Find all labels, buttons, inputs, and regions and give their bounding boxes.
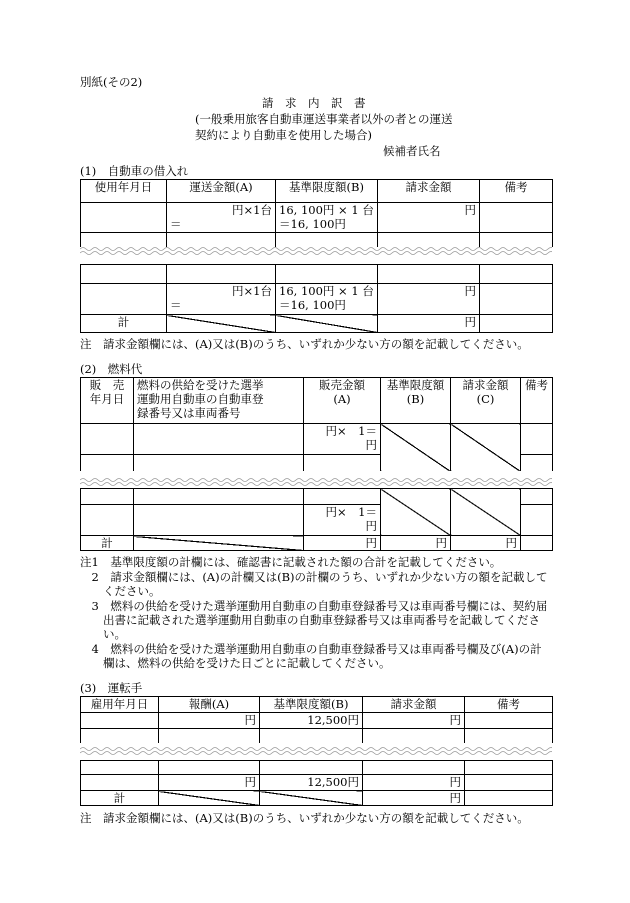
total-remarks[interactable]: [465, 791, 553, 806]
cell-sale-amount[interactable]: 円× 1＝ 円: [304, 505, 381, 536]
col-usage-date: 使用年月日: [81, 180, 167, 203]
total-diagonal: [159, 791, 260, 806]
total-label: 計: [81, 536, 134, 551]
cell-claim-diagonal: [451, 489, 521, 536]
cell-fee[interactable]: 円: [159, 775, 260, 791]
col-claim-amount: 請求金額: [378, 180, 480, 203]
col-fee: 報酬(A): [159, 697, 260, 713]
table-break-wave: [80, 476, 552, 488]
note-line: ください。: [80, 584, 161, 598]
document-subtitle-line1: (一般乗用旅客自動車運送事業者以外の者との運送: [195, 112, 453, 126]
total-remarks[interactable]: [480, 315, 553, 333]
section2-heading: (2) 燃料代: [80, 362, 143, 376]
cell-limit-diagonal: [381, 424, 451, 471]
cell-date[interactable]: [81, 505, 134, 536]
vehicle-rental-table-bottom: [80, 264, 553, 333]
total-limit[interactable]: 円: [381, 536, 451, 551]
total-remarks[interactable]: [521, 536, 553, 551]
cell-sale-amount[interactable]: 円× 1＝ 円: [304, 424, 381, 455]
cell-remarks[interactable]: [465, 713, 553, 729]
col-remarks: 備考: [480, 180, 553, 203]
cell-limit: 12,500円: [260, 713, 363, 729]
total-label: 計: [81, 791, 159, 806]
note-line: 出書に記載された選挙運動用自動車の自動車登録番号又は車両番号を記載してくださ: [80, 613, 540, 627]
cell-remarks[interactable]: [521, 424, 553, 455]
driver-table-bottom: [80, 760, 553, 806]
col-sale-amount: 販売金額 (A): [304, 378, 381, 424]
table-break-wave: [80, 745, 552, 757]
col-claim-amount: 請求金額 (C): [451, 378, 521, 424]
vehicle-rental-table-top: [80, 179, 553, 247]
cell-date[interactable]: [81, 775, 159, 791]
document-subtitle-line2: 契約により自動車を使用した場合): [195, 128, 372, 142]
cell-remarks[interactable]: [480, 203, 553, 233]
candidate-name-label: 候補者氏名: [383, 144, 441, 158]
total-diagonal: [134, 536, 304, 551]
cell-date[interactable]: [81, 284, 167, 315]
cell-date[interactable]: [81, 424, 134, 455]
cell-claim[interactable]: 円: [363, 775, 465, 791]
col-standard-limit: 基準限度額 (B): [381, 378, 451, 424]
note-line: 欄は、燃料の供給を受けた日ごとに記載してください。: [80, 656, 391, 670]
col-registration: 燃料の供給を受けた選挙 運動用自動車の自動車登 録番号又は車両番号: [134, 378, 304, 424]
table-break-wave: [80, 245, 552, 257]
col-hire-date: 雇用年月日: [81, 697, 159, 713]
note-line: 3 燃料の供給を受けた選挙運動用自動車の自動車登録番号又は車両番号欄には、契約届: [80, 599, 548, 613]
attachment-label: 別紙(その2): [80, 75, 143, 89]
col-transport-amount: 運送金額(A): [167, 180, 276, 203]
cell-limit-b: 16, 100円 × 1 台 ＝16, 100円: [276, 284, 378, 315]
col-claim-amount: 請求金額: [363, 697, 465, 713]
fuel-table-bottom: [80, 488, 553, 551]
total-sale-amount[interactable]: 円: [304, 536, 381, 551]
total-claim[interactable]: 円: [451, 536, 521, 551]
col-standard-limit: 基準限度額(B): [276, 180, 378, 203]
fuel-table-top: [80, 377, 553, 471]
note-line: 2 請求金額欄には、(A)の計欄又は(B)の計欄のうち、いずれか少ない方の額を記載して: [80, 570, 548, 584]
col-standard-limit: 基準限度額(B): [260, 697, 363, 713]
cell-amount-a[interactable]: 円×1台 ＝: [167, 284, 276, 315]
cell-limit-b: 16, 100円 × 1 台 ＝16, 100円: [276, 203, 378, 233]
cell-date[interactable]: [81, 713, 159, 729]
total-diagonal: [167, 315, 276, 333]
cell-registration[interactable]: [134, 424, 304, 455]
cell-amount-a[interactable]: 円×1台 ＝: [167, 203, 276, 233]
note-line: い。: [80, 627, 126, 641]
total-claim[interactable]: 円: [363, 791, 465, 806]
cell-claim[interactable]: 円: [363, 713, 465, 729]
cell-claim[interactable]: 円: [378, 284, 480, 315]
cell-date[interactable]: [81, 203, 167, 233]
cell-limit: 12,500円: [260, 775, 363, 791]
cell-claim[interactable]: 円: [378, 203, 480, 233]
total-claim[interactable]: 円: [378, 315, 480, 333]
col-remarks: 備考: [465, 697, 553, 713]
document-title: 請 求 内 訳 書: [262, 96, 366, 110]
note-line: 注1 基準限度額の計欄には、確認書に記載された額の合計を記載してください。: [80, 555, 502, 569]
driver-table-top: [80, 696, 553, 743]
section3-note: 注 請求金額欄には、(A)又は(B)のうち、いずれか少ない方の額を記載してください。: [80, 811, 529, 825]
cell-fee[interactable]: 円: [159, 713, 260, 729]
section3-heading: (3) 運転手: [80, 681, 143, 695]
cell-limit-diagonal: [381, 489, 451, 536]
note-line: 4 燃料の供給を受けた選挙運動用自動車の自動車登録番号又は車両番号欄及び(A)の計: [80, 642, 542, 656]
col-sale-date: 販 売 年月日: [81, 378, 134, 424]
cell-registration[interactable]: [134, 505, 304, 536]
total-diagonal: [276, 315, 378, 333]
cell-remarks[interactable]: [480, 284, 553, 315]
cell-remarks[interactable]: [465, 775, 553, 791]
total-diagonal: [260, 791, 363, 806]
section1-heading: (1) 自動車の借入れ: [80, 164, 189, 178]
col-remarks: 備考: [521, 378, 553, 424]
total-label: 計: [81, 315, 167, 333]
cell-remarks[interactable]: [521, 505, 553, 536]
section1-note: 注 請求金額欄には、(A)又は(B)のうち、いずれか少ない方の額を記載してください。: [80, 337, 529, 351]
cell-claim-diagonal: [451, 424, 521, 471]
